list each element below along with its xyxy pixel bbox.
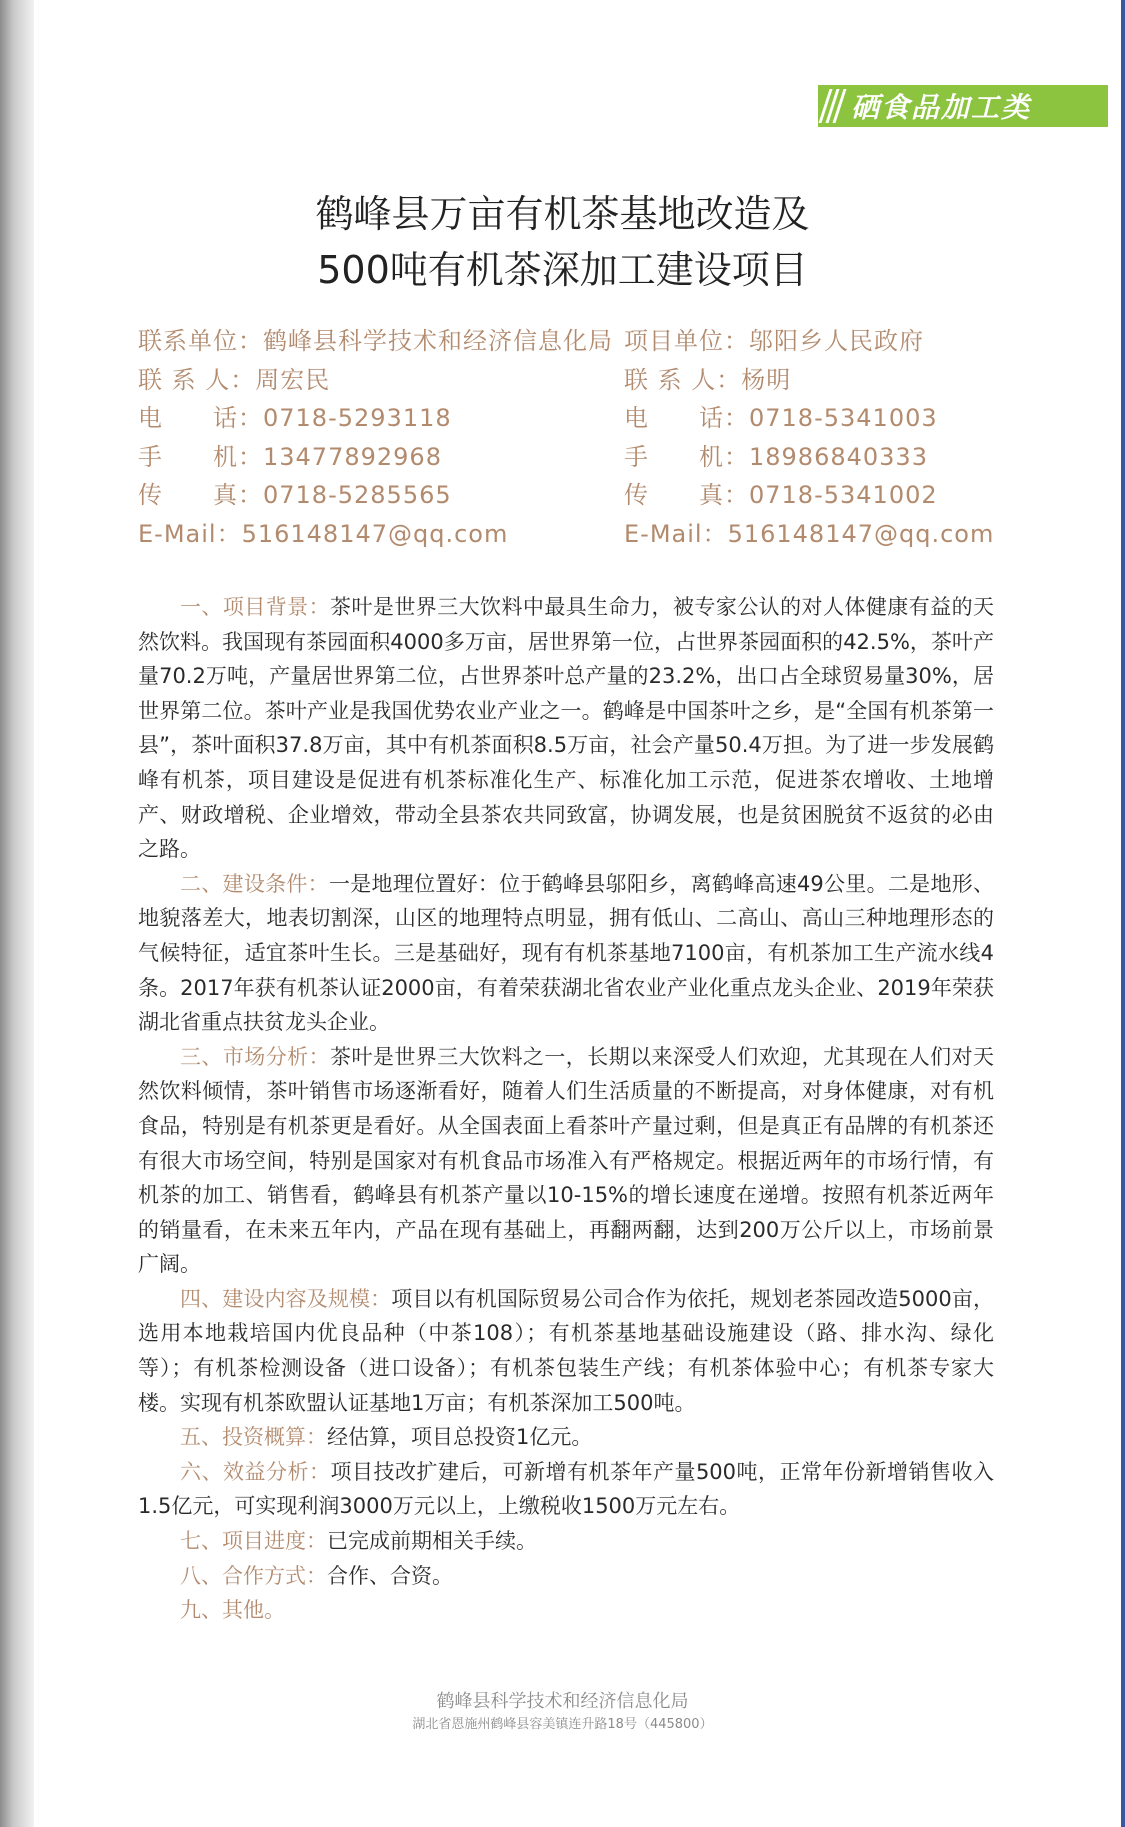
- section-heading: 七、项目进度：: [180, 1529, 327, 1554]
- project-person: 联 系 人：杨明: [624, 365, 792, 394]
- contact-fax: 传 真：0718-5285565: [138, 481, 452, 510]
- section-text: 项目技改扩建后，可新增有机茶年产量500吨，正常年份新增销售收入1.5亿元，可实现利润3000万元以上，上缴税收1500万元左右。: [138, 1459, 994, 1519]
- section-heading: 九、其他。: [180, 1598, 285, 1623]
- footer-organization: 鹤峰县科学技术和经济信息化局: [436, 1691, 689, 1712]
- contact-mobile: 手 机：13477892968: [138, 442, 442, 471]
- section-heading: 一、项目背景：: [180, 595, 331, 619]
- project-unit: 项目单位：邬阳乡人民政府: [624, 327, 924, 355]
- project-email: E-Mail：516148147@qq.com: [624, 519, 995, 548]
- section-text: 项目以有机国际贸易公司合作为依托，规划老茶园改造5000亩，选用本地栽培国内优良品种（中茶108）；有机茶基地基础设施建设（路、排水沟、绿化等）；有机茶检测设备（进口设备）；有机茶包装生产线；有机茶体验中心；有机茶专家大楼。实现有机茶欧盟认证基地1万亩；有机茶深加工500吨。: [138, 1286, 994, 1415]
- section-paragraph: [138, 1040, 994, 1282]
- section-heading: 二、建设条件：: [180, 871, 329, 896]
- title-line-1: 鹤峰县万亩有机茶基地改造及: [315, 192, 810, 236]
- contact-phone: 电 话：0718-5293118: [138, 404, 452, 433]
- section-paragraph: [138, 1420, 994, 1455]
- contact-column-left: [138, 322, 618, 554]
- section-heading: 五、投资概算：: [180, 1425, 327, 1450]
- contact-email: E-Mail：516148147@qq.com: [138, 519, 509, 548]
- section-paragraph: [138, 1282, 994, 1420]
- section-text: 已完成前期相关手续。: [327, 1529, 537, 1554]
- section-paragraph: [138, 590, 994, 867]
- project-fax: 传 真：0718-5341002: [624, 481, 938, 510]
- section-paragraph: [138, 1593, 994, 1628]
- contact-person: 联 系 人：周宏民: [138, 365, 331, 394]
- section-text: 一是地理位置好：位于鹤峰县邬阳乡，离鹤峰高速49公里。二是地形、地貌落差大，地表切割深，山区的地理特点明显，拥有低山、二高山、高山三种地理形态的气候特征，适宜茶叶生长。三是基础好，现有有机茶基地7100亩，有机茶加工生产流水线4条。2017年获有机茶认证2000亩，有着荣获湖北省农业产业化重点龙头企业、2019年荣获湖北省重点扶贫龙头企业。: [138, 871, 994, 1035]
- section-text: 茶叶是世界三大饮料中最具生命力，被专家公认的对人体健康有益的天然饮料。我国现有茶园面积4000多万亩，居世界第一位，占世界茶园面积的42.5%，茶叶产量70.2万吨，产量居世界第二位，占世界茶叶总产量的23.2%，出口占全球贸易量30%，居世界第二位。茶叶产业是我国优势农业产业之一。鹤峰是中国茶叶之乡，是“全国有机茶第一县”，茶叶面积37.8万亩，其中有机茶面积8.5万亩，社会产量50.4万担。为了进一步发展鹤峰有机茶，项目建设是促进有机茶标准化生产、标准化加工示范，促进茶农增收、土地增产、财政增税、企业增效，带动全县茶农共同致富，协调发展，也是贫困脱贫不返贫的必由之路。: [138, 595, 995, 862]
- stripes-decoration-icon: [824, 89, 841, 123]
- section-text: 茶叶是世界三大饮料之一，长期以来深受人们欢迎，尤其现在人们对天然饮料倾情，茶叶销售市场逐渐看好，随着人们生活质量的不断提高，对身体健康，对有机食品，特别是有机茶更是看好。从全国表面上看茶叶产量过剩，但是真正有品牌的有机茶还有很大市场空间，特别是国家对有机食品市场准入有严格规定。根据近两年的市场行情，有机茶的加工、销售看，鹤峰县有机茶产量以10-15%的增长速度在递增。按照有机茶近两年的销量看，在未来五年内，产品在现有基础上，再翻两翻，达到200万公斤以上，市场前景广阔。: [138, 1044, 995, 1277]
- section-paragraph: [138, 1524, 994, 1559]
- page-footer: [0, 1689, 1125, 1735]
- title-line-2: 500吨有机茶深加工建设项目: [317, 248, 808, 292]
- section-heading: 三、市场分析：: [180, 1044, 331, 1069]
- category-label: 硒食品加工类: [851, 91, 1032, 124]
- contact-column-right: [624, 322, 1104, 554]
- footer-address: 湖北省恩施州鹤峰县容美镇连升路18号（445800）: [412, 1717, 713, 1732]
- section-heading: 六、效益分析：: [180, 1459, 331, 1484]
- section-heading: 八、合作方式：: [180, 1563, 327, 1588]
- section-text: 经估算，项目总投资1亿元。: [327, 1425, 593, 1450]
- section-paragraph: [138, 1455, 994, 1524]
- section-text: 合作、合资。: [327, 1563, 453, 1588]
- project-phone: 电 话：0718-5341003: [624, 404, 938, 433]
- category-tab: [818, 85, 1108, 127]
- page-title: [0, 186, 1125, 298]
- section-paragraph: [138, 867, 994, 1040]
- body-text: [138, 590, 994, 1628]
- project-mobile: 手 机：18986840333: [624, 442, 928, 471]
- section-paragraph: [138, 1559, 994, 1594]
- section-heading: 四、建设内容及规模：: [180, 1286, 392, 1311]
- contact-unit: 联系单位：鹤峰县科学技术和经济信息化局: [138, 327, 613, 355]
